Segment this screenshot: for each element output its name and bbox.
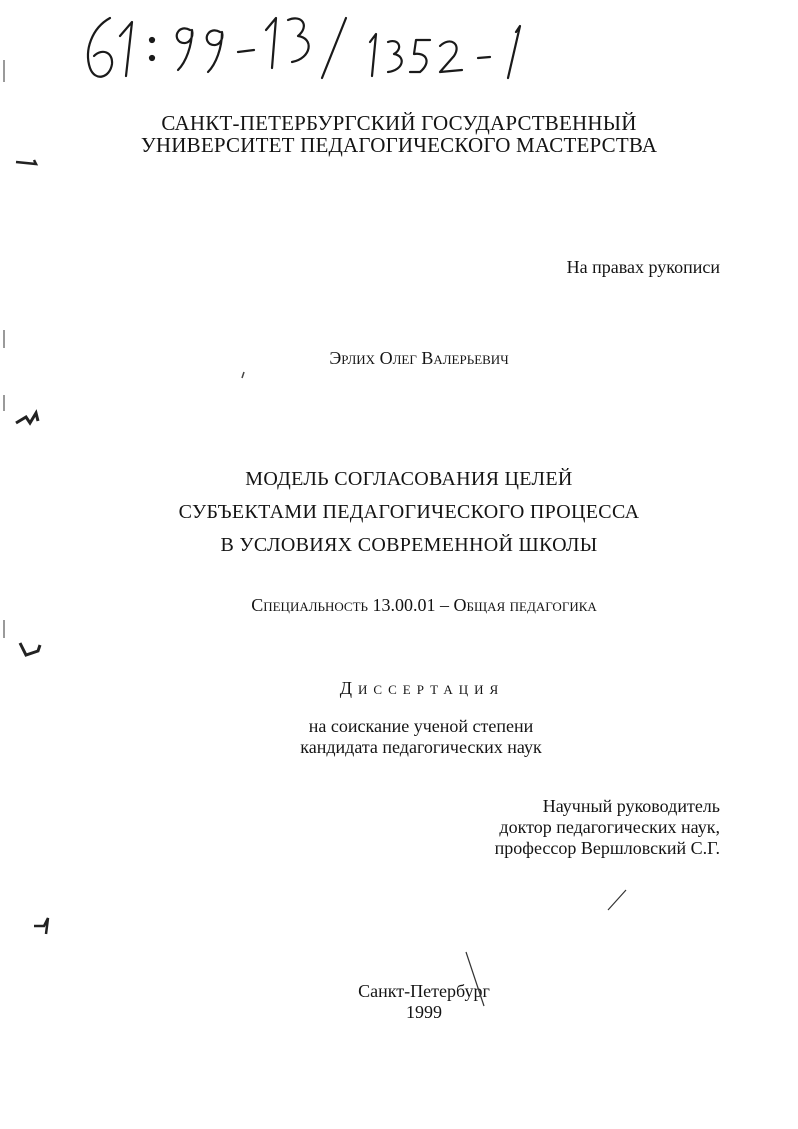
margin-mark	[14, 637, 54, 667]
pen-stroke-mark	[606, 884, 646, 914]
dissertation-title-line1: МОДЕЛЬ СОГЛАСОВАНИЯ ЦЕЛЕЙ	[245, 468, 573, 490]
specialty-line: Специальность 13.00.01 – Общая педагогика	[251, 595, 597, 615]
author-name: Эрлих Олег Валерьевич	[329, 348, 509, 368]
degree-line1: на соискание ученой степени	[308, 716, 534, 736]
pen-stroke-mark	[462, 950, 492, 1010]
dissertation-title-line3: В УСЛОВИЯХ СОВРЕМЕННОЙ ШКОЛЫ	[220, 534, 598, 556]
margin-mark	[14, 150, 54, 180]
handwritten-archive-number	[70, 6, 550, 86]
degree-line2: кандидата педагогических наук	[300, 737, 542, 757]
city-name: Санкт-Петербург	[358, 981, 490, 1001]
university-name-line2: УНИВЕРСИТЕТ ПЕДАГОГИЧЕСКОГО МАСТЕРСТВА	[140, 133, 658, 157]
document-type-label: Диссертация	[339, 678, 505, 698]
scan-edge-mark	[3, 395, 5, 411]
year: 1999	[406, 1002, 442, 1022]
scan-edge-mark	[3, 620, 5, 638]
margin-mark	[14, 403, 54, 433]
margin-mark	[236, 368, 276, 398]
supervisor-label: Научный руководитель	[542, 796, 720, 816]
manuscript-rights-note: На правах рукописи	[566, 257, 720, 277]
university-name-line1: САНКТ-ПЕТЕРБУРГСКИЙ ГОСУДАРСТВЕННЫЙ	[161, 111, 637, 135]
supervisor-name: профессор Вершловский С.Г.	[494, 838, 720, 858]
dissertation-title-line2: СУБЪЕКТАМИ ПЕДАГОГИЧЕСКОГО ПРОЦЕССА	[178, 501, 640, 523]
scan-edge-mark	[3, 60, 5, 82]
supervisor-degree: доктор педагогических наук,	[499, 817, 720, 837]
scan-edge-mark	[3, 330, 5, 348]
margin-mark	[30, 910, 70, 940]
